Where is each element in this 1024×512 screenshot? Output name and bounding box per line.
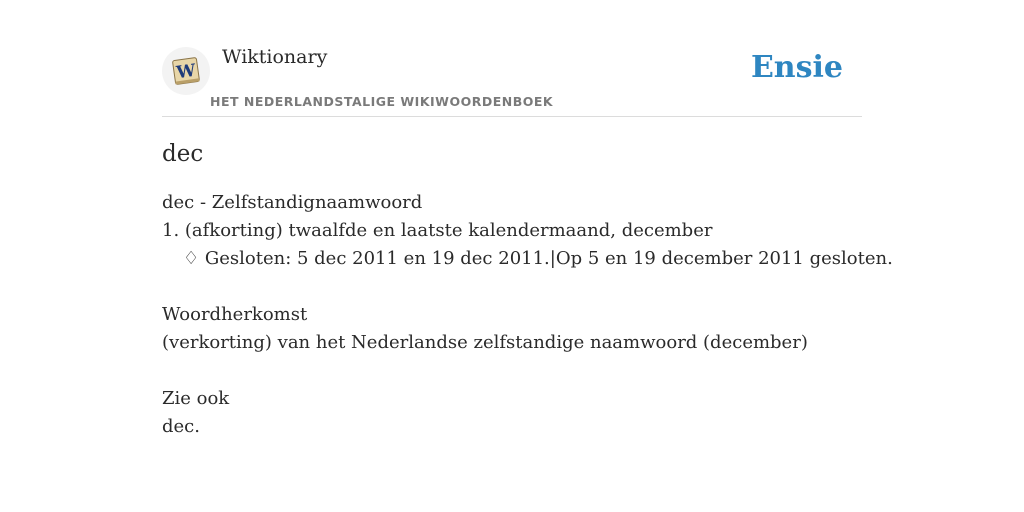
- part-of-speech-line: dec - Zelfstandignaamwoord: [162, 192, 423, 213]
- site-subtitle: HET NEDERLANDSTALIGE WIKIWOORDENBOEK: [210, 94, 554, 109]
- spacer: [162, 357, 862, 385]
- ensie-brand-link[interactable]: Ensie: [750, 50, 843, 85]
- entry-content: [162, 138, 893, 441]
- etymology-heading: Woordherkomst: [162, 304, 308, 325]
- site-name[interactable]: Wiktionary: [222, 46, 328, 68]
- entry-term: dec: [162, 141, 204, 167]
- see-also-link[interactable]: dec.: [162, 416, 200, 437]
- wiktionary-logo-icon[interactable]: [162, 47, 210, 95]
- etymology-text: (verkorting) van het Nederlandse zelfstandige naamwoord (december): [162, 332, 808, 353]
- scrabble-tile-icon: [171, 56, 201, 86]
- see-also-heading: Zie ook: [162, 388, 230, 409]
- site-header: [162, 44, 862, 117]
- spacer: [162, 273, 862, 301]
- definition-item: 1. (afkorting) twaalfde en laatste kalendermaand, december: [162, 220, 713, 241]
- svg-text:W: W: [175, 60, 197, 84]
- definition-example: ♢ Gesloten: 5 dec 2011 en 19 dec 2011.|Op 5 en 19 december 2011 gesloten.: [183, 248, 893, 269]
